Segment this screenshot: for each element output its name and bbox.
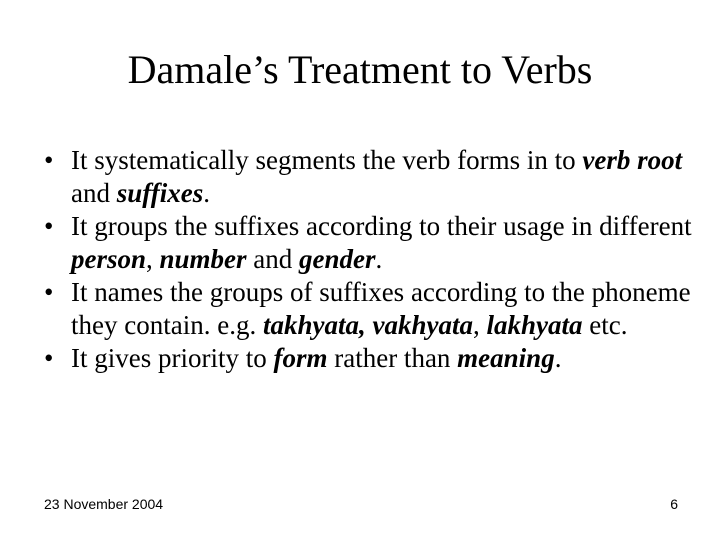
bullet-text: . (203, 178, 210, 208)
emphasis-text: suffixes (116, 178, 204, 208)
bullet-icon: • (44, 145, 54, 175)
emphasis-text: lakhyata (486, 310, 583, 340)
bullet-item (44, 210, 694, 276)
bullet-icon: • (44, 343, 54, 373)
bullet-list (44, 144, 694, 375)
emphasis-text: verb root (582, 145, 683, 175)
emphasis-text: form (273, 343, 328, 373)
bullet-text: It groups the suffixes according to their usage in different (71, 211, 692, 241)
bullet-text: It gives priority to (71, 343, 274, 373)
bullet-text: , (472, 310, 487, 340)
emphasis-text: number (159, 244, 247, 274)
bullet-text: , (146, 244, 160, 274)
emphasis-text: person (71, 244, 147, 274)
bullet-text: etc. (582, 310, 628, 340)
page-number: 6 (670, 496, 678, 512)
bullet-text: and (246, 244, 300, 274)
bullet-item (44, 276, 694, 342)
slide-title: Damale’s Treatment to Verbs (127, 47, 593, 92)
bullet-icon: • (44, 277, 54, 307)
bullet-text: and (71, 178, 117, 208)
bullet-item (44, 144, 694, 210)
emphasis-text: vakhyata (372, 310, 473, 340)
bullet-text: . (554, 343, 562, 373)
bullet-text: It names the groups of suffixes according to the phoneme they contain. e.g. (71, 277, 691, 340)
bullet-text: It systematically segments the verb forms in to (71, 145, 583, 175)
bullet-text: . (375, 244, 383, 274)
emphasis-text: takhyata, (262, 310, 366, 340)
emphasis-text: gender (299, 244, 376, 274)
bullet-item (44, 342, 694, 375)
footer-date: 23 November 2004 (44, 496, 164, 512)
emphasis-text: meaning (457, 343, 555, 373)
bullet-icon: • (44, 211, 54, 241)
bullet-text: rather than (327, 343, 458, 373)
